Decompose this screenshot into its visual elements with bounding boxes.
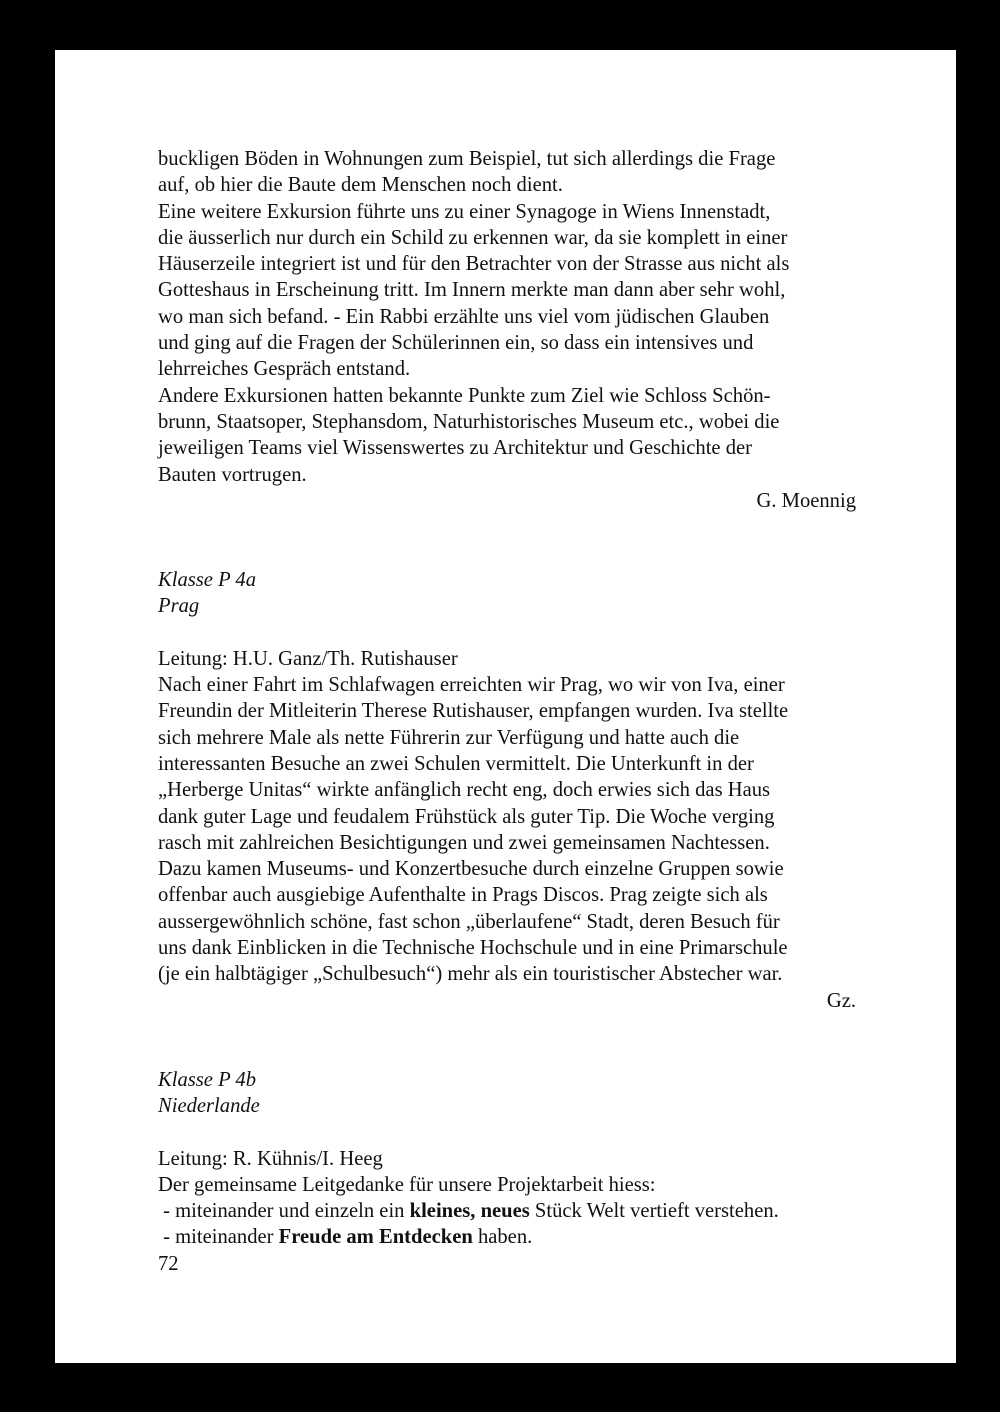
leitung-line: Leitung: H.U. Ganz/Th. Rutishauser [158, 647, 458, 670]
class-heading: Klasse P 4a [158, 569, 257, 592]
text-line: Bauten vortrugen. [158, 463, 307, 486]
bullet-text: - miteinander [158, 1226, 279, 1249]
page-content [158, 146, 856, 1277]
leitung-line: Leitung: R. Kühnis/I. Heeg [158, 1147, 383, 1170]
text-line: brunn, Staatsoper, Stephansdom, Naturhistorisches Museum etc., wobei die [158, 410, 780, 433]
bullet-emphasis: kleines, neues [409, 1200, 530, 1223]
text-line: interessanten Besuche an zwei Schulen vermittelt. Die Unterkunft in der [158, 752, 754, 775]
text-line: lehrreiches Gespräch entstand. [158, 358, 411, 381]
page-number: 72 [158, 1252, 179, 1275]
author-signature: G. Moennig [756, 489, 856, 512]
text-line: Gotteshaus in Erscheinung tritt. Im Innern merkte man dann aber sehr wohl, [158, 279, 786, 302]
text-line: Der gemeinsame Leitgedanke für unsere Projektarbeit hiess: [158, 1173, 656, 1196]
bullet-item [158, 1224, 856, 1250]
text-line: Häuserzeile integriert ist und für den Betrachter von der Strasse aus nicht als [158, 253, 790, 276]
text-line: wo man sich befand. - Ein Rabbi erzählte uns viel vom jüdischen Glauben [158, 305, 770, 328]
text-line: die äusserlich nur durch ein Schild zu erkennen war, da sie komplett in einer [158, 226, 788, 249]
text-line: Andere Exkursionen hatten bekannte Punkte zum Ziel wie Schloss Schön- [158, 384, 771, 407]
text-line: offenbar auch ausgiebige Aufenthalte in Prags Discos. Prag zeigte sich als [158, 884, 768, 907]
destination-heading: Niederlande [158, 1095, 260, 1118]
text-line: „Herberge Unitas“ wirkte anfänglich recht eng, doch erwies sich das Haus [158, 779, 771, 802]
text-line: dank guter Lage und feudalem Frühstück als guter Tip. Die Woche verging [158, 805, 775, 828]
text-line: rasch mit zahlreichen Besichtigungen und zwei gemeinsamen Nachtessen. [158, 831, 770, 854]
text-line: auf, ob hier die Baute dem Menschen noch dient. [158, 174, 563, 197]
text-line: buckligen Böden in Wohnungen zum Beispiel, tut sich allerdings die Frage [158, 148, 776, 170]
text-line: (je ein halbtägiger „Schulbesuch“) mehr als ein touristischer Abstecher war. [158, 963, 783, 986]
bullet-emphasis: Freude am Entdecken [278, 1226, 473, 1249]
text-line: und ging auf die Fragen der Schülerinnen ein, so dass ein intensives und [158, 332, 754, 355]
text-line: aussergewöhnlich schöne, fast schon „überlaufene“ Stadt, deren Besuch für [158, 910, 780, 933]
text-line: jeweiligen Teams viel Wissenswertes zu Architektur und Geschichte der [158, 437, 753, 460]
text-line: uns dank Einblicken in die Technische Hochschule und in eine Primarschule [158, 937, 788, 960]
text-line: Nach einer Fahrt im Schlafwagen erreichten wir Prag, wo wir von Iva, einer [158, 674, 785, 697]
text-line: Dazu kamen Museums- und Konzertbesuche durch einzelne Gruppen sowie [158, 858, 784, 881]
class-heading: Klasse P 4b [158, 1068, 257, 1091]
destination-heading: Prag [158, 595, 200, 618]
bullet-text: - miteinander und einzeln ein [158, 1200, 410, 1223]
text-line: Eine weitere Exkursion führte uns zu einer Synagoge in Wiens Innenstadt, [158, 200, 771, 223]
bullet-item [158, 1198, 856, 1224]
document-page [55, 50, 956, 1363]
text-line: sich mehrere Male als nette Führerin zur Verfügung und hatte auch die [158, 726, 740, 749]
text-line: Freundin der Mitleiterin Therese Rutishauser, empfangen wurden. Iva stellte [158, 700, 789, 723]
bullet-text: Stück Welt vertieft verstehen. [529, 1200, 779, 1223]
author-signature: Gz. [826, 989, 856, 1012]
bullet-text: haben. [472, 1226, 533, 1249]
